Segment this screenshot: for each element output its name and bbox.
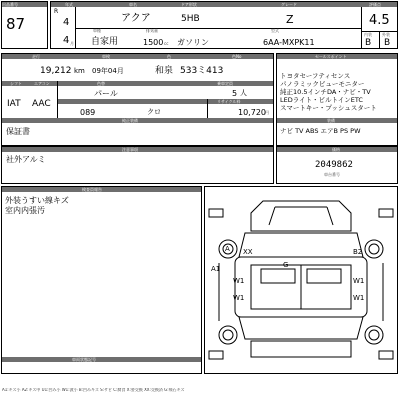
report-panel <box>1 186 202 374</box>
damage-mark-w1: W1 <box>353 277 365 285</box>
inspection-date: 09年04月 <box>92 67 124 75</box>
options-panel <box>1 146 274 184</box>
equipment-label: 装備 <box>327 118 335 123</box>
color-code-2: クロ <box>147 108 161 116</box>
mileage-unit: km <box>74 67 85 75</box>
lot-number-label: 出品番号 <box>2 2 47 7</box>
report-bottom-header <box>2 357 201 362</box>
sales-point-item: トヨタセーフティセンス <box>280 72 351 80</box>
equipment-list: ナビ TV ABS エアB PS PW <box>280 127 361 135</box>
door-label: ドア形状 <box>181 2 197 7</box>
color-code: 089 <box>80 108 96 117</box>
month-unit: 月 <box>70 41 74 46</box>
plate-area: 和泉 <box>155 66 174 76</box>
score-value: 4.5 <box>369 13 390 28</box>
cc-unit: cc <box>164 41 169 46</box>
spec-table <box>1 53 274 146</box>
year-value: 4 <box>63 17 70 28</box>
chassis-value: 6AA-MXPK11 <box>263 38 315 47</box>
color-label: 色 <box>167 54 171 59</box>
divider <box>207 99 208 118</box>
mileage-value: 19,212 <box>40 66 72 76</box>
header-label-bar <box>51 2 397 7</box>
damage-mark-w1: W1 <box>353 294 365 302</box>
divider <box>379 31 380 49</box>
ac-label: エアコン <box>34 81 50 86</box>
damage-mark-a: A <box>225 245 230 253</box>
door-shape: 5HB <box>181 14 200 24</box>
capacity-unit: 人 <box>240 89 247 97</box>
divider <box>75 28 361 29</box>
car-name: アクア <box>121 13 151 24</box>
class-label: 車種 <box>93 28 101 33</box>
sales-point-item: パノラミックビューモニター <box>280 80 365 88</box>
equipment-header-label: 純正装備 <box>122 118 138 123</box>
color-name-label: 色替 <box>97 81 105 86</box>
lot-number: 87 <box>6 15 26 33</box>
car-diagram <box>205 187 397 373</box>
lot-number-cell <box>1 1 48 49</box>
fuel-value: ガソリン <box>177 38 209 47</box>
options-text: 社外アルミ <box>6 155 46 164</box>
grade-value: Z <box>286 13 294 26</box>
mileage-label: 走行 <box>32 54 40 59</box>
damage-mark-w1: W1 <box>233 277 245 285</box>
divider <box>361 7 362 49</box>
displacement-label: 排気量 <box>146 28 158 33</box>
report-bottom-label: 車両状態記号 <box>72 357 96 362</box>
damage-mark-b2: B2 <box>353 248 363 256</box>
grade-label: グレード <box>281 2 297 7</box>
recycle-unit: 円 <box>265 110 269 115</box>
report-line: 外装うすい線キズ <box>5 196 69 205</box>
shift-label: シフト <box>10 81 22 86</box>
vin-label: 車台番号 <box>324 172 340 177</box>
exterior-label: 外装 <box>382 32 390 37</box>
legend-text: A1:キズ小 A2:キズ中 U1:凹み小 W1:波小 B:凹みキズ S:サビ C:腐食 X:要交換 XX:交換済 G:飛石キズ <box>2 388 185 392</box>
damage-mark-g: G <box>283 261 289 269</box>
interior-grade: B <box>365 38 372 48</box>
sales-point-item: スマートキー・プッシュスタート <box>280 104 377 112</box>
car-diagram-panel <box>204 186 398 374</box>
use-value: 自家用 <box>91 37 119 47</box>
interior-label: 内装 <box>364 32 372 37</box>
vin-tail: 2049862 <box>315 160 353 170</box>
color-name-value: パール <box>94 89 118 98</box>
displacement-value: 1500 <box>143 38 164 47</box>
transmission-value: IAT <box>7 99 21 109</box>
damage-mark-xx: XX <box>243 248 253 256</box>
price-label: 価格 <box>332 147 340 152</box>
report-line: 室内内張汚 <box>5 206 45 215</box>
recycle-label: リサイクル料 <box>217 99 241 104</box>
spec-label-bar-3 <box>57 99 273 104</box>
year-label: 年式 <box>65 2 73 7</box>
sales-point-panel <box>276 53 398 146</box>
divider <box>57 81 58 118</box>
report-header-label: 検査員報告 <box>82 187 102 192</box>
chassis-label: 型式 <box>271 28 279 33</box>
damage-mark-a1: A1 <box>211 265 221 273</box>
capacity-value: 5 <box>232 89 238 98</box>
inspection-label: 車検 <box>102 54 110 59</box>
sales-point-item: LEDライト・ビルトインETC <box>280 96 363 104</box>
score-label: 評価点 <box>369 2 381 7</box>
sales-point-item: 純正10.5インチDA・ナビ・TV <box>280 88 371 96</box>
options-header-label: 注意事項 <box>122 147 138 152</box>
recycle-fee: 10,720 <box>238 108 266 117</box>
sales-point-label: セールスポイント <box>315 54 347 59</box>
header-table <box>50 1 398 49</box>
vin-panel <box>276 146 398 184</box>
color-no-label: 色No <box>232 54 242 59</box>
exterior-grade: B <box>384 38 391 48</box>
damage-mark-w1: W1 <box>233 294 245 302</box>
plate-number: 533ミ413 <box>180 66 224 76</box>
month-value: 4 <box>63 35 70 46</box>
docs-value: 保証書 <box>6 127 30 136</box>
equipment-label-bar <box>277 118 397 123</box>
era-mark: R <box>54 8 59 15</box>
ac-value: AAC <box>32 99 51 109</box>
model-label: 車名 <box>129 2 137 7</box>
capacity-label: 乗車定員 <box>217 81 233 86</box>
